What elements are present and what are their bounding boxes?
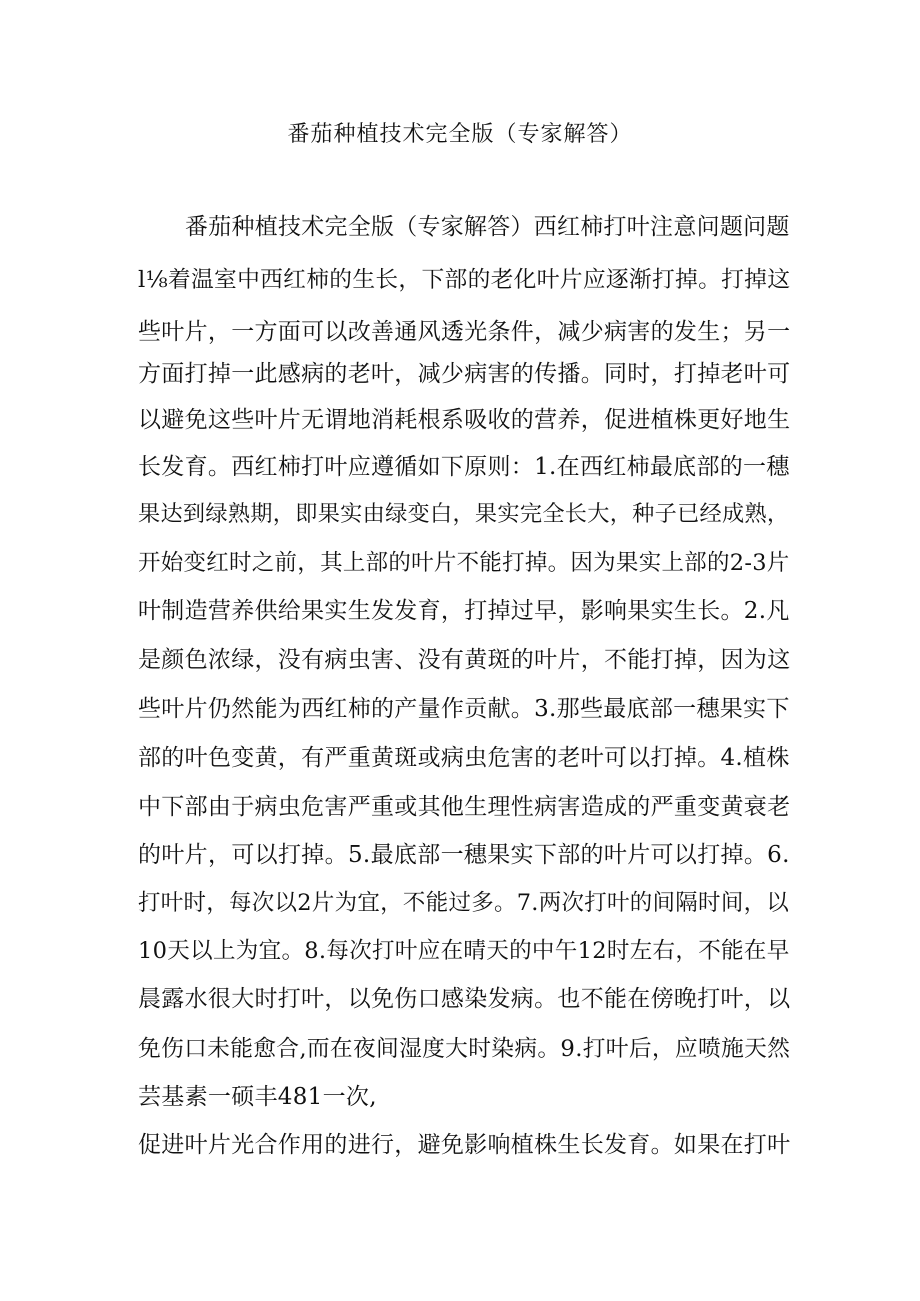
paragraph-line-5: 以避免这些叶片无谓地消耗根系吸收的营养，促进植株更好地生 — [138, 407, 791, 433]
paragraph-line-16: 10天以上为宜。8.每次打叶应在晴天的中午12时左右，不能在早 — [138, 938, 790, 964]
paragraph-line-1: 番茄种植技术完全版（专家解答）西红柿打叶注意问题问题 — [185, 214, 790, 240]
paragraph-line-9: 叶制造营养供给果实生发发育，打掉过早，影响果实生长。2.凡 — [138, 598, 790, 624]
paragraph-line-11: 些叶片仍然能为西红柿的产量作贡献。3.那些最底部一穗果实下 — [138, 696, 790, 722]
paragraph-line-6: 长发育。西红柿打叶应遵循如下原则：1.在西红柿最底部的一穗 — [138, 454, 790, 480]
paragraph-line-8: 开始变红时之前，其上部的叶片不能打掉。因为果实上部的2-3片 — [138, 550, 790, 576]
paragraph-line-7: 果达到绿熟期，即果实由绿变白，果实完全长大，种子已经成熟， — [138, 501, 790, 527]
paragraph-line-17: 晨露水很大时打叶，以免伤口感染发病。也不能在傍晚打叶，以 — [138, 986, 791, 1012]
paragraph-line-13: 中下部由于病虫危害严重或其他生理性病害造成的严重变黄衰老 — [138, 794, 791, 820]
paragraph-line-15: 打叶时，每次以2片为宜，不能过多。7.两次打叶的间隔时间，以 — [138, 890, 790, 916]
paragraph-line-3: 些叶片，一方面可以改善通风透光条件，减少病害的发生；另一 — [138, 319, 791, 345]
paragraph-line-20: 促进叶片光合作用的进行，避免影响植株生长发育。如果在打叶 — [138, 1132, 791, 1158]
paragraph-line-14: 的叶片，可以打掉。5.最底部一穗果实下部的叶片可以打掉。6. — [138, 842, 790, 868]
paragraph-line-4: 方面打掉一此感病的老叶，减少病害的传播。同时，打掉老叶可 — [138, 361, 791, 387]
paragraph-line-10: 是颜色浓绿，没有病虫害、没有黄斑的叶片，不能打掉，因为这 — [138, 647, 791, 673]
paragraph-line-2: l⅛着温室中西红柿的生长，下部的老化叶片应逐渐打掉。打掉这 — [138, 267, 791, 293]
paragraph-line-12: 部的叶色变黄，有严重黄斑或病虫危害的老叶可以打掉。4.植株 — [138, 745, 790, 771]
document-title: 番茄种植技术完全版（专家解答） — [287, 122, 633, 147]
paragraph-line-19: 芸基素一硕丰481一次, — [138, 1084, 377, 1110]
paragraph-line-18: 免伤口未能愈合,而在夜间湿度大时染病。9.打叶后，应喷施天然 — [138, 1036, 791, 1062]
